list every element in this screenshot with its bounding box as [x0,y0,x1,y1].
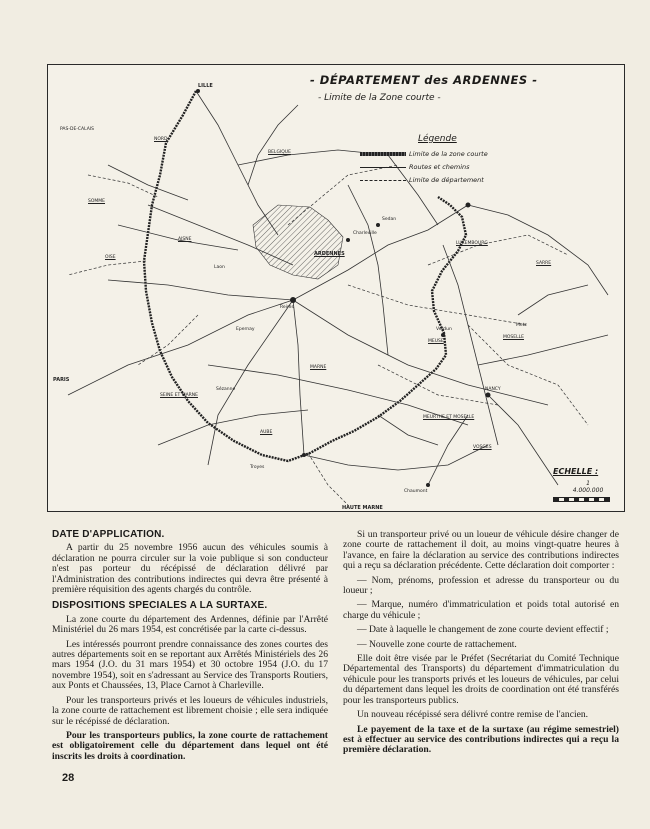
heading-dispositions: DISPOSITIONS SPECIALES A LA SURTAXE. [52,600,268,612]
legend-item-zone-limit: Limite de la zone courte [360,150,488,158]
paragraph: A partir du 25 novembre 1956 aucun des véhicules soumis à déclaration ne pourra circuler sur la voie publique si son conducteur n'est pas porteur du récépissé de déclaration délivré par l'Administration des contributions indirectes qui devra être présenté à première réquisition des agents chargés du contrôle. [52,542,328,596]
place-paris: PARIS [53,377,70,383]
paragraph: Pour les transporteurs privés et les loueurs de véhicules industriels, la zone courte de rattachement est librement choisie ; elle sera indiquée sur le récépissé de déclaration. [52,694,328,727]
legend-title: Légende [418,134,457,144]
paragraph: — Nom, prénoms, profession et adresse du transporteur ou du loueur ; [343,574,619,597]
paragraph: Le payement de la taxe et de la surtaxe (au régime semestriel) est à effectuer au service des contributions indirectes qui a reçu la première déclaration. [343,723,619,756]
ardennes-zone-hatch [253,205,343,279]
place-sarre: SARRE [536,261,552,266]
page-number: 28 [62,772,75,784]
place-nancy: NANCY [485,387,501,392]
place-somme: SOMME [88,199,106,204]
place-sedan: Sedan [382,217,397,222]
paragraph: Si un transporteur privé ou un loueur de véhicule désire changer de zone courte de rattachement il doit, au moins vingt-quatre heures à l'avance, en faire la déclaration au service des contributions indirectes qui a reçu sa déclaration précédente. Cette déclaration doit comporter : [343,529,619,572]
place-marne: MARNE [310,365,327,370]
place-pas-de-calais: PAS-DE-CALAIS [60,127,95,132]
place-seine-et-marne: SEINE ET MARNE [160,393,198,398]
map-subtitle: - Limite de la Zone courte - [318,93,441,103]
paragraph: Elle doit être visée par le Préfet (Secrétariat du Comité Technique Départemental des Transports) du département d'immatriculation du véhicule pour les transports privés et les loueurs de véhicules, par celui du département dans lequel les droits de coordination ont été transférés pour les transporteurs publics. [343,653,619,706]
place-oise: OISE [105,255,116,260]
paragraph: — Nouvelle zone courte de rattachement. [357,638,517,650]
map-title: - DÉPARTEMENT des ARDENNES - [310,73,538,87]
place-moselle: MOSELLE [503,335,524,340]
place-chaumont: Chaumont [404,489,428,494]
scale-bar [553,497,610,502]
place-epernay: Epernay [236,327,255,332]
place-metz: Metz [516,323,527,328]
scale-numerator: 1 [586,480,590,487]
paragraph: Pour les transporteurs publics, la zone courte de rattachement est obligatoirement celle du département dans lequel ont été inscrits les droits à coordination. [52,729,328,762]
place-charleville: Charleville [353,231,377,236]
roads [68,91,608,485]
map-drawing [48,65,623,510]
legend-swatch-roads [360,167,406,168]
paragraph: — Marque, numéro d'immatriculation et poids total autorisé en charge du véhicule ; [343,599,619,621]
place-sezanne: Sézanne [216,387,236,392]
place-haute-marne: HAUTE MARNE [342,505,383,511]
place-meuse: MEUSE [428,339,444,344]
heading-date-application: DATE D'APPLICATION. [52,529,165,540]
place-luxembourg: LUXEMBOURG [456,241,488,246]
scale-denominator: 4.000.000 [572,487,604,494]
paragraph: Les intéressés pourront prendre connaissance des zones courtes des autres départements soit en se reportant aux Arrêtés Ministériels des 26 mars 1954 (J.O. du 31 mars 1954) et 30 octobre 1954 (J.O. du 17 novembre 1954), soit en s'adressant au Service des Transports Routiers, aux Ponts et Chaussées, 13, Place Carnot à Charleville. [52,638,328,692]
left-column [52,530,328,766]
right-column [343,530,619,760]
place-troyes: Troyes [250,465,265,470]
place-belgique: BELGIQUE [268,150,291,155]
legend-item-department: Limite de département [360,176,484,184]
place-aube: AUBE [260,430,273,435]
legend-swatch-department [360,180,406,181]
paragraph: La zone courte du département des Ardennes, définie par l'Arrêté Ministériel du 26 mars 1954, est concrétisée par la carte ci-dessus. [52,613,328,636]
map [47,64,625,512]
paragraph: Un nouveau récépissé sera délivré contre remise de l'ancien. [357,709,589,721]
place-vosges: VOSGES [473,445,492,450]
scale-label: ECHELLE : [553,467,599,476]
legend-swatch-zone-limit [360,152,406,156]
place-ardennes: ARDENNES [314,251,345,257]
place-lille: LILLE [198,83,213,89]
legend-item-roads: Routes et chemins [360,163,470,171]
place-reims: Reims [280,305,294,310]
place-laon: Laon [214,265,225,270]
scale [543,467,623,511]
place-nord: NORD [154,137,168,142]
paragraph: — Date à laquelle le changement de zone courte devient effectif ; [357,624,609,636]
place-meurthe-et-moselle: MEURTHE ET MOSELLE [423,415,475,420]
place-aisne: AISNE [178,237,192,242]
city-dots [196,89,491,487]
place-verdun: Verdun [436,327,452,332]
